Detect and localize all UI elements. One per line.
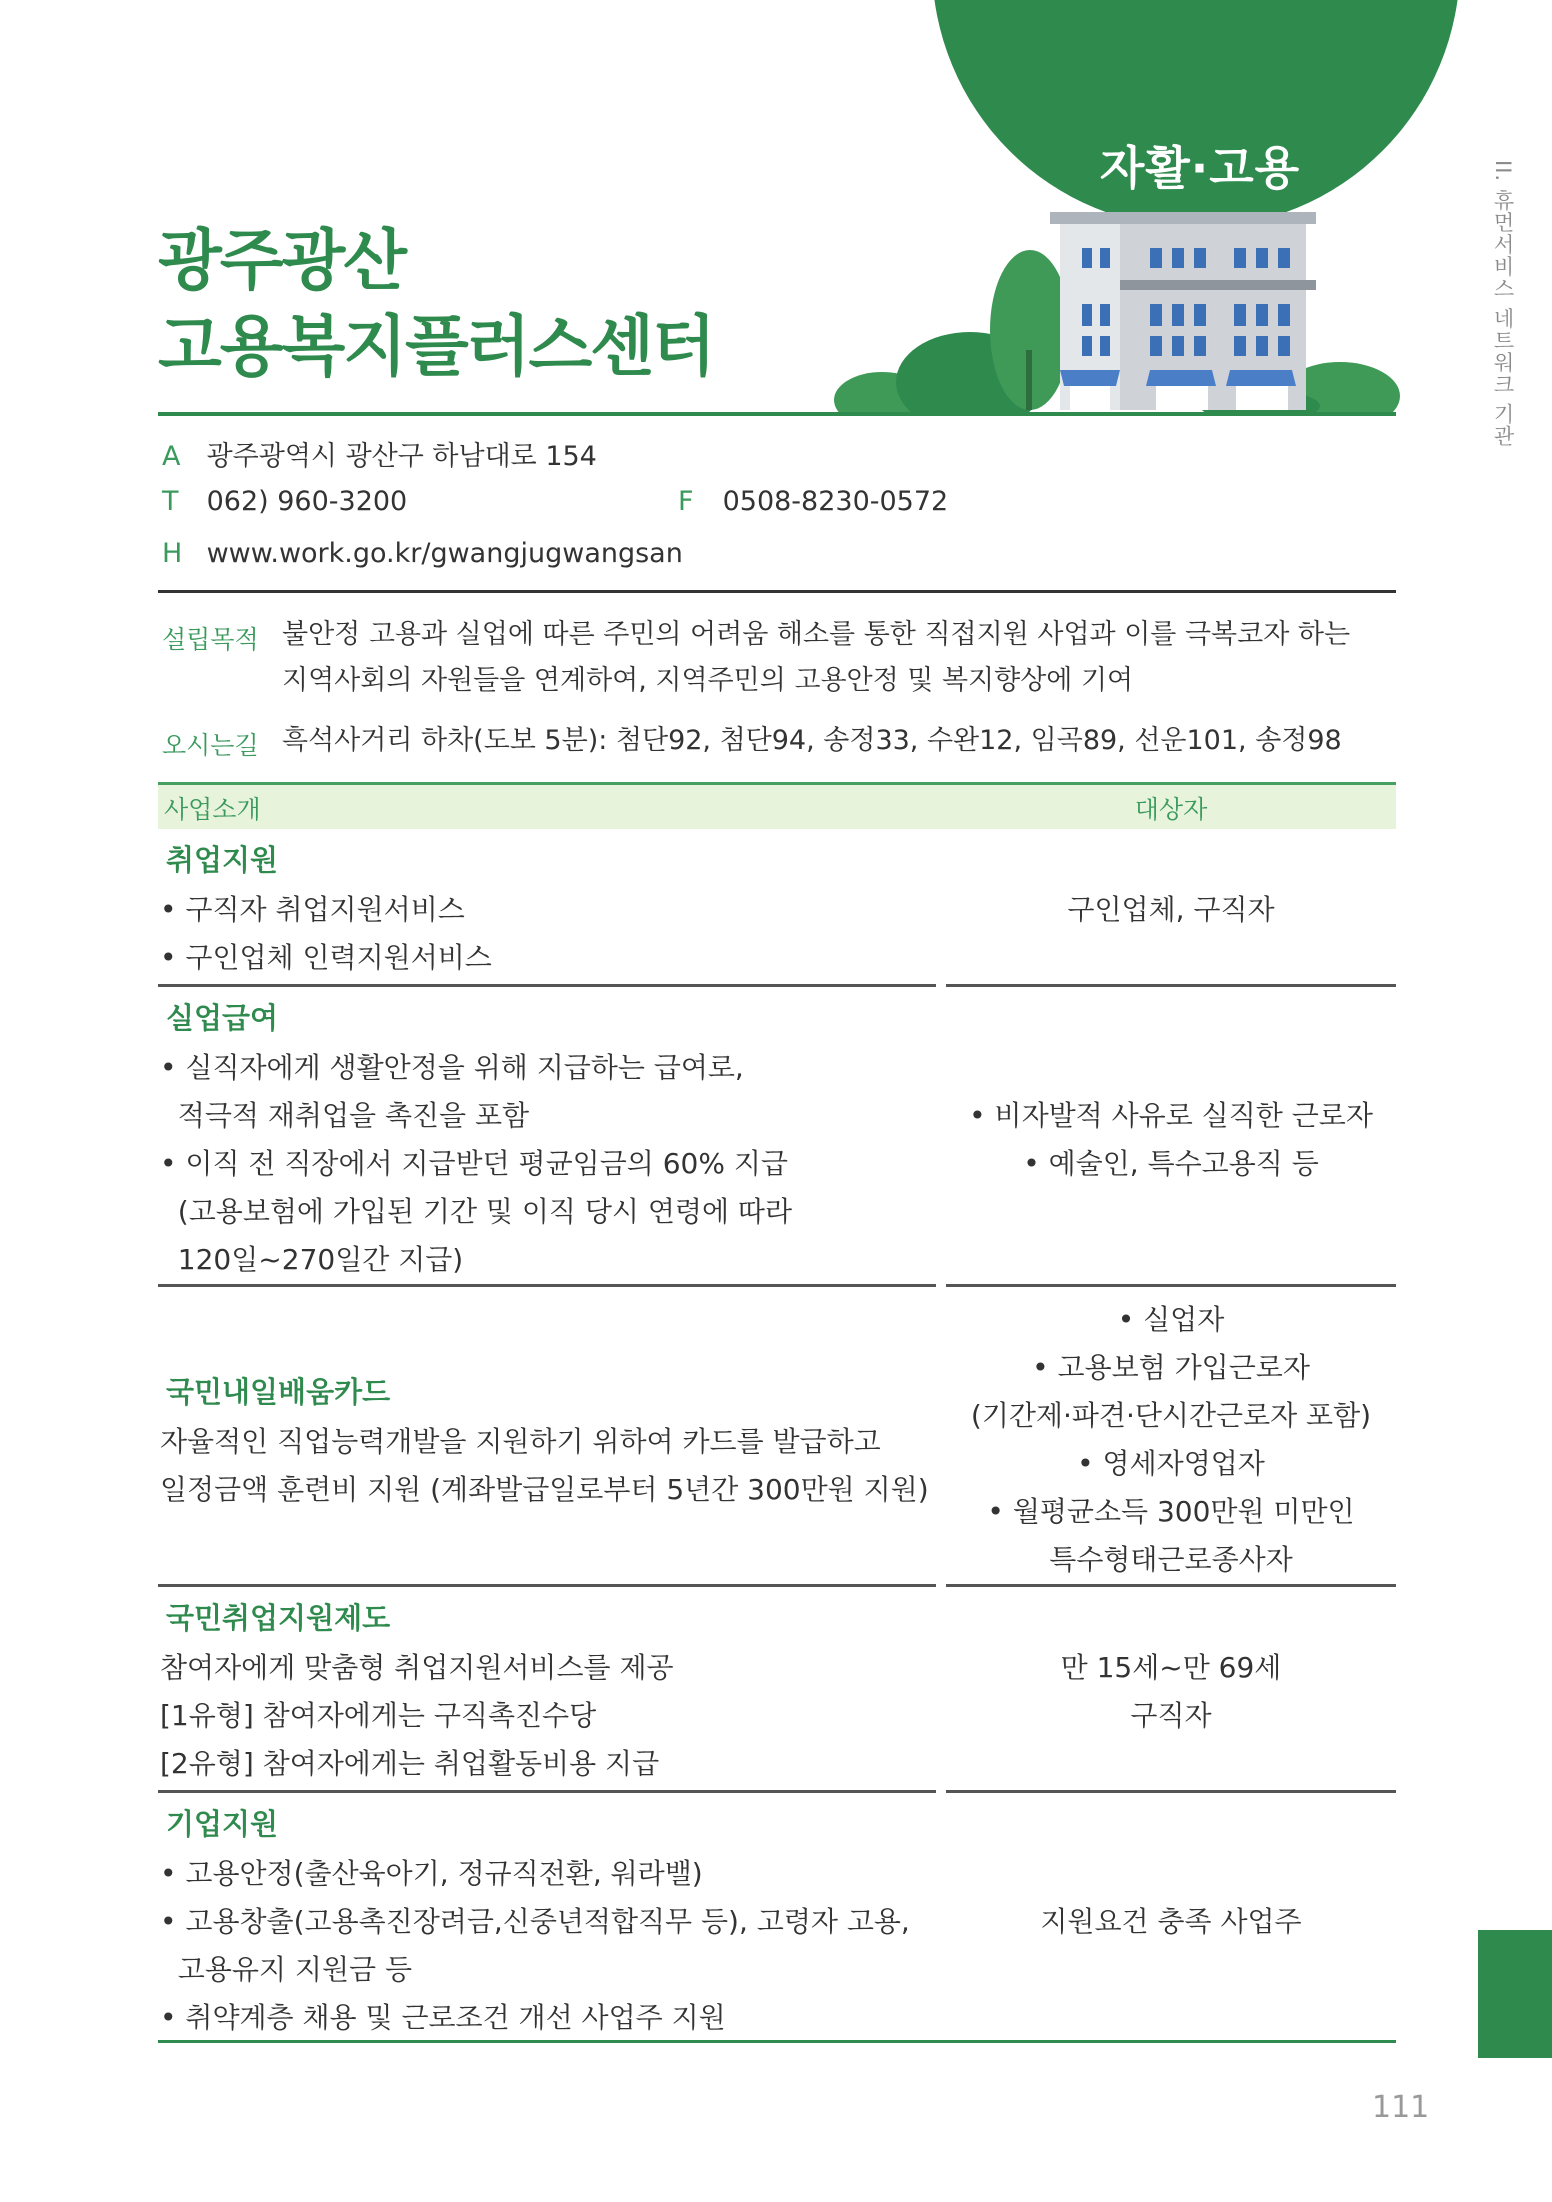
row-divider (946, 1284, 1396, 1287)
target-line: (기간제·파견·단시간근로자 포함) (970, 1399, 1372, 1432)
section-title: 국민취업지원제도 (166, 1601, 391, 1635)
address-value: 광주광역시 광산구 하남대로 154 (206, 441, 597, 472)
section-title: 실업급여 (166, 1001, 279, 1035)
target-line: 지원요건 충족 사업주 (1040, 1905, 1302, 1938)
section-title: 기업지원 (166, 1807, 279, 1841)
target-line: 구인업체, 구직자 (1067, 893, 1275, 926)
section-line: 자율적인 직업능력개발을 지원하기 위하여 카드를 발급하고 (160, 1425, 881, 1458)
target-line: • 영세자영업자 (1077, 1447, 1265, 1480)
tel-key: T (162, 486, 179, 517)
section-line: (고용보험에 가입된 기간 및 이직 당시 연령에 따라 (160, 1195, 792, 1228)
contact-divider (158, 590, 1396, 593)
category-label: 자활·고용 (1099, 141, 1301, 195)
address-key: A (162, 441, 181, 472)
section-line: 적극적 재취업을 촉진을 포함 (160, 1099, 530, 1132)
address-row (162, 434, 597, 473)
chapter-tab (1478, 1930, 1552, 2058)
section-title: 취업지원 (166, 843, 279, 877)
row-divider (158, 984, 936, 987)
target-line: • 고용보험 가입근로자 (1032, 1351, 1310, 1384)
target-line: • 비자발적 사유로 실직한 근로자 (969, 1099, 1373, 1132)
homepage-row (162, 538, 683, 569)
section-line: [1유형] 참여자에게는 구직촉진수당 (160, 1699, 597, 1732)
section-line: 고용유지 지원금 등 (160, 1953, 412, 1986)
target-line: 특수형태근로종사자 (1049, 1543, 1293, 1576)
section-line: 참여자에게 맞춤형 취업지원서비스를 제공 (160, 1651, 674, 1684)
row-divider (158, 1790, 936, 1793)
fax-key: F (678, 486, 694, 517)
page-number: 111 (1372, 2090, 1430, 2125)
page-title-line1: 광주광산 (158, 222, 406, 299)
section-line: • 고용안정(출산육아기, 정규직전환, 워라밸) (160, 1857, 703, 1890)
fax-value: 0508-8230-0572 (722, 486, 949, 517)
row-divider (946, 1790, 1396, 1793)
header-divider (158, 412, 1396, 416)
section-line: • 구직자 취업지원서비스 (160, 893, 465, 926)
target-line: 만 15세~만 69세 (1060, 1651, 1282, 1684)
fax-row (678, 486, 948, 517)
purpose-line1: 불안정 고용과 실업에 따른 주민의 어려움 해소를 통한 직접지원 사업과 이를 극복코자 하는 (282, 619, 1351, 650)
row-divider (946, 1584, 1396, 1587)
tel-value: 062) 960-3200 (206, 486, 408, 517)
target-line: • 실업자 (1117, 1303, 1225, 1336)
row-divider (946, 984, 1396, 987)
section-line: • 실직자에게 생활안정을 위해 지급하는 급여로, (160, 1051, 744, 1084)
target-line: • 월평균소득 300만원 미만인 (987, 1495, 1355, 1528)
tel-row (162, 486, 407, 517)
section-line: 120일~270일간 지급) (160, 1243, 464, 1276)
section-line: 일정금액 훈련비 지원 (계좌발급일로부터 5년간 300만원 지원) (160, 1473, 929, 1506)
target-line: • 예술인, 특수고용직 등 (1023, 1147, 1319, 1180)
page-title-line2: 고용복지플러스센터 (158, 308, 714, 385)
table-bottom-border (158, 2040, 1396, 2043)
directions-key: 오시는길 (162, 731, 259, 760)
section-line: • 고용창출(고용촉진장려금,신중년적합직무 등), 고령자 고용, (160, 1905, 910, 1938)
chapter-side-label: II. 휴먼서비스 네트워크 기관 (1491, 160, 1515, 448)
homepage-key: H (162, 538, 183, 569)
section-line: [2유형] 참여자에게는 취업활동비용 지급 (160, 1747, 660, 1780)
directions-text: 흑석사거리 하차(도보 5분): 첨단92, 첨단94, 송정33, 수완12, 임곡89, 선운101, 송정98 (282, 725, 1342, 756)
section-line: • 이직 전 직장에서 지급받던 평균임금의 60% 지급 (160, 1147, 788, 1180)
row-divider (158, 1284, 936, 1287)
row-divider (158, 1584, 936, 1587)
homepage-link[interactable]: www.work.go.kr/gwangjugwangsan (206, 538, 683, 569)
purpose-line2: 지역사회의 자원들을 연계하여, 지역주민의 고용안정 및 복지향상에 기여 (282, 665, 1134, 696)
section-title: 국민내일배움카드 (166, 1375, 391, 1409)
target-line: 구직자 (1130, 1699, 1212, 1732)
col-target-header: 대상자 (1134, 795, 1208, 824)
section-line: • 취약계층 채용 및 근로조건 개선 사업주 지원 (160, 2001, 726, 2034)
section-line: • 구인업체 인력지원서비스 (160, 941, 492, 974)
purpose-key: 설립목적 (162, 625, 259, 654)
building-illustration (820, 200, 1400, 414)
col-program-header: 사업소개 (164, 795, 261, 824)
